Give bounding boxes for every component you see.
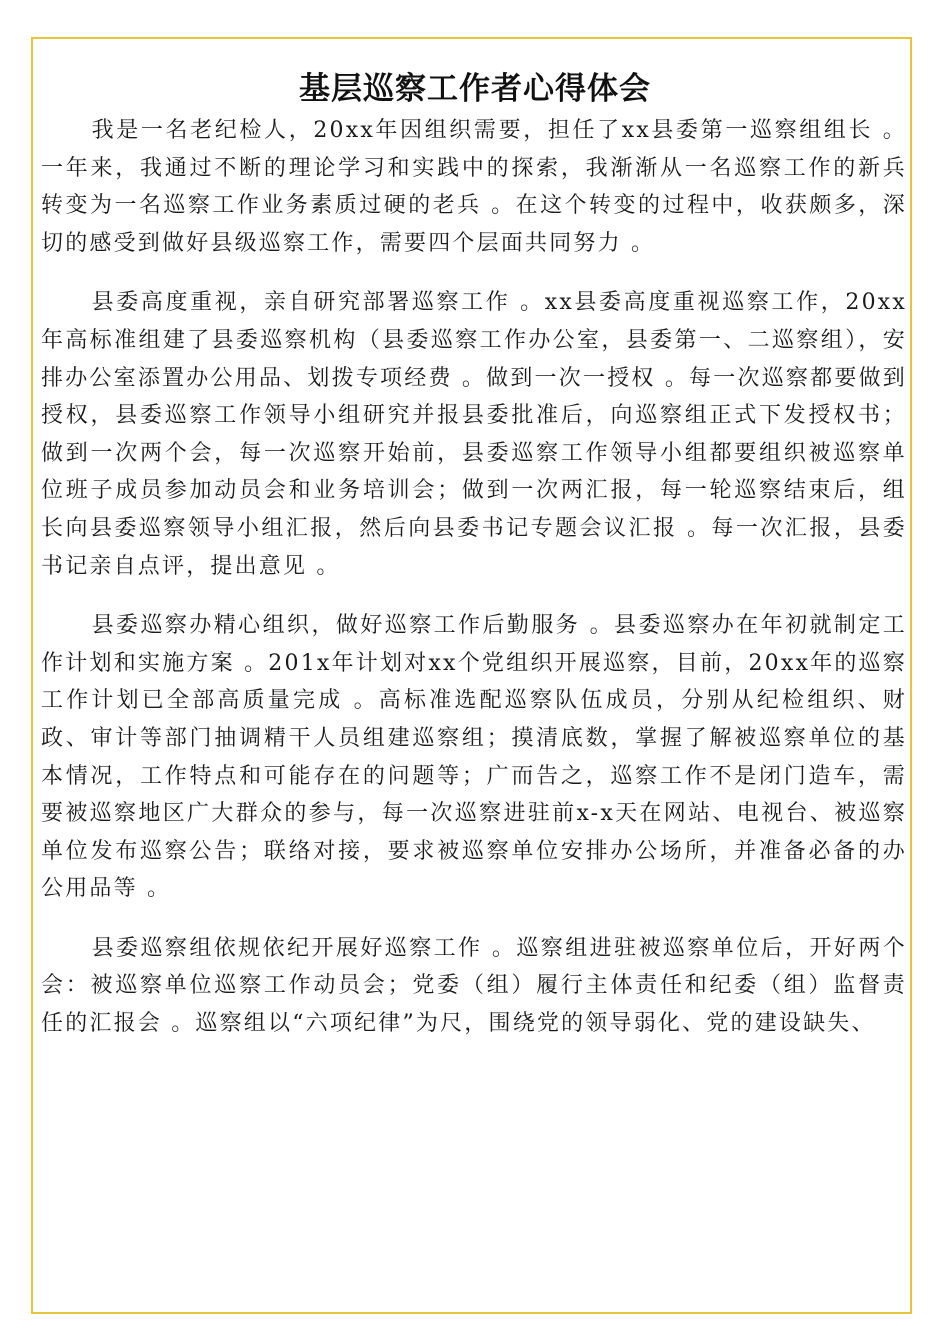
paragraph-2: 县委高度重视，亲自研究部署巡察工作 。xx县委高度重视巡察工作，20xx年高标准组建了县委巡察机构（县委巡察工作办公室，县委第一、二巡察组），安排办公室添置办公用品、划拨专项经费 。做到一次一授权 。每一次巡察都要做到授权，县委巡察工作领导小组研究并报县委批准后，向巡察组正式下发授权书；做到一次两个会，每一次巡察开始前，县委巡察工作领导小组都要组织被巡察单位班子成员参加动员会和业务培训会；做到一次两汇报，每一轮巡察结束后，组长向县委巡察领导小组汇报，然后向县委书记专题会议汇报 。每一次汇报，县委书记亲自点评，提出意见 。 bbox=[41, 290, 907, 579]
paragraph-4: 县委巡察组依规依纪开展好巡察工作 。巡察组进驻被巡察单位后，开好两个会：被巡察单位巡察工作动员会；党委（组）履行主体责任和纪委（组）监督责任的汇报会 。巡察组以“六项纪律”为尺，围绕党的领导弱化、党的建设缺失、 bbox=[41, 935, 907, 1037]
document-body bbox=[41, 112, 907, 1065]
paragraph-1: 我是一名老纪检人，20xx年因组织需要，担任了xx县委第一巡察组组长 。一年来，我通过不断的理论学习和实践中的探索，我渐渐从一名巡察工作的新兵转变为一名巡察工作业务素质过硬的老兵 。在这个转变的过程中，收获颇多，深切的感受到做好县级巡察工作，需要四个层面共同努力 。 bbox=[41, 118, 907, 256]
paragraph-3: 县委巡察办精心组织，做好巡察工作后勤服务 。县委巡察办在年初就制定工作计划和实施方案 。201x年计划对xx个党组织开展巡察，目前，20xx年的巡察工作计划已全部高质量完成 。高标准选配巡察队伍成员，分别从纪检组织、财政、审计等部门抽调精干人员组建巡察组；摸清底数，掌握了解被巡察单位的基本情况，工作特点和可能存在的问题等；广而告之，巡察工作不是闭门造车，需要被巡察地区广大群众的参与，每一次巡察进驻前x-x天在网站、电视台、被巡察单位发布巡察公告；联络对接，要求被巡察单位安排办公场所，并准备必备的办公用品等 。 bbox=[41, 613, 907, 902]
document-title: 基层巡察工作者心得体会 bbox=[299, 70, 651, 107]
